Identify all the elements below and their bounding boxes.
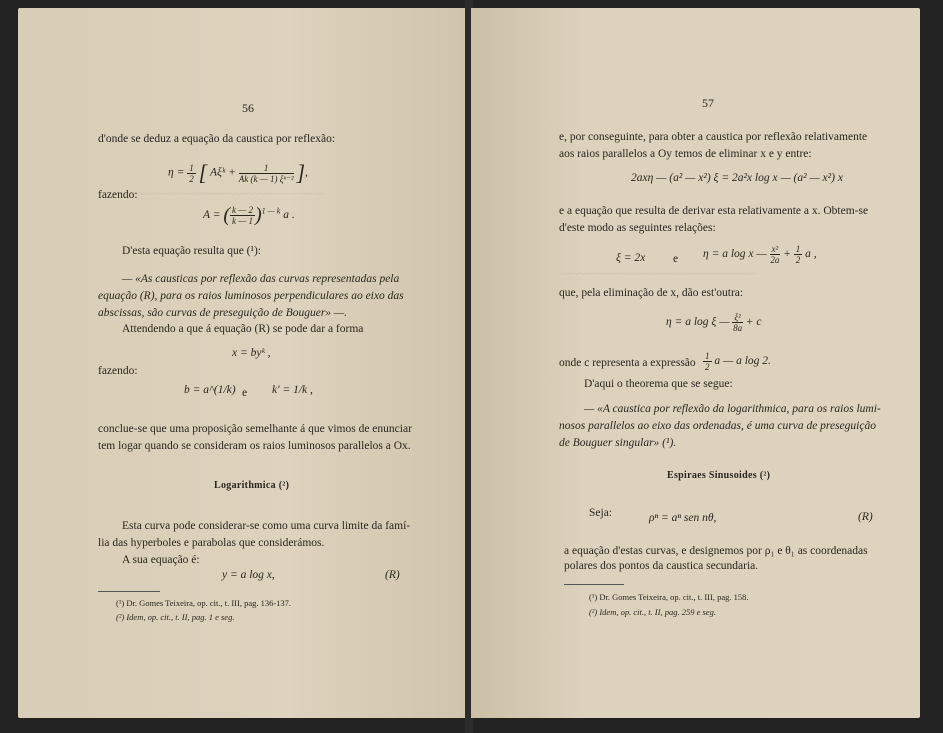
text-line: D'aqui o theorema que se segue:: [584, 378, 733, 390]
formula-log: y = a log x,: [222, 569, 275, 581]
formula-k: k' = 1/k ,: [272, 384, 313, 396]
section-heading: Espiraes Sinusoides (²): [667, 470, 771, 481]
text-line: Attendendo a que á equação (R) se pode dar a forma: [122, 323, 364, 335]
formula-rho: ρⁿ = aⁿ sen nθ,: [649, 512, 717, 524]
text-line: fazendo:: [98, 365, 138, 377]
text-line: conclue-se que uma proposição semelhante á que vimos de enunciar: [98, 423, 412, 435]
formula-eta3: η = a log ξ — $\frac{\text{ξ²}}{8a}$ + c: [666, 312, 762, 333]
text-line: polares dos pontos da caustica secundaria.: [564, 560, 759, 572]
text-line: D'esta equação resulta que (¹):: [122, 245, 261, 257]
conjunction: e: [242, 387, 248, 399]
formula-A: A = ( $\frac{k — 2}{k — 1}$ )$^{1 — k}$ a .: [203, 204, 295, 226]
formula-eta: η = $\frac{1}{2}$ [ Aξᵏ + $\frac{1}{\text{Ak (k — 1) ξᵏ⁻²}}$ ],: [168, 160, 308, 185]
formula-xi: ξ = 2x: [616, 252, 646, 264]
footnote-rule: [564, 584, 624, 585]
text-line: Esta curva pode considerar-se como uma curva limite da famí-: [122, 520, 411, 532]
page-number-right: 57: [702, 96, 714, 110]
formula-2a: 2axη — (a² — x²) ξ = 2a²x log x — (a² — x²) x: [631, 172, 843, 184]
text-line: A sua equação é:: [122, 554, 200, 566]
text-line: que, pela eliminação de x, dão est'outra:: [559, 287, 744, 299]
equation-label: (R): [858, 511, 873, 523]
formula-eta2: η = a log x — $\frac{\text{x²}}{2a}$ + $\frac{1}{2}$ a ,: [703, 244, 817, 265]
section-heading: Logarithmica (²): [214, 480, 290, 491]
quote-line: de Bouguer singular» (¹).: [559, 437, 677, 449]
conjunction: e: [673, 253, 679, 265]
quote-line: — «As causticas por reflexão das curvas representadas pela: [122, 273, 400, 285]
text-line: aos raios parallelos a Oy temos de eliminar x e y entre:: [559, 148, 812, 160]
right-page: [471, 8, 920, 718]
footnote: (¹) Dr. Gomes Teixeira, op. cit., t. III, pag. 136-137.: [116, 598, 292, 608]
equation-label: (R): [385, 569, 400, 581]
bleed-through: ~~~~~~~~~~~~~~~~~~~~~~~~~~~~~~~~~: [561, 268, 758, 280]
formula-b: b = a^(1/k): [184, 384, 236, 396]
text-line: tem logar quando se consideram os raios luminosos parallelos a Ox.: [98, 440, 411, 452]
formula-x: x = byᵏ ,: [232, 347, 271, 359]
formula-c: $\frac{1}{2}$ a — a log 2.: [705, 351, 771, 372]
text-line: fazendo:: [98, 189, 138, 201]
text-line: d'este modo as seguintes relações:: [559, 222, 716, 234]
text-line: onde c representa a expressão: [559, 357, 696, 369]
text-line: e a equação que resulta de derivar esta relativamente a x. Obtem-se: [559, 205, 869, 217]
quote-line: equação (R), para os raios luminosos perpendiculares ao eixo das: [98, 290, 404, 302]
footnote-rule: [98, 591, 160, 592]
text-line: lia das hyperboles e parabolas que considerámos.: [98, 537, 325, 549]
page-number-left: 56: [242, 101, 254, 115]
quote-line: abscissas, são curvas de preseguição de Bouguer» —.: [98, 307, 348, 319]
text-line: e, por conseguinte, para obter a caustica por reflexão relativamente: [559, 131, 868, 143]
quote-line: nosos parallelos ao eixo das ordenadas, é uma curva de preseguição: [559, 420, 876, 432]
quote-line: — «A caustica por reflexão da logarithmica, para os raios lumi-: [584, 403, 881, 415]
text-line: d'onde se deduz a equação da caustica por reflexão:: [98, 133, 336, 145]
footnote: (²) Idem, op. cit., t. II, pag. 1 e seg.: [116, 612, 235, 622]
footnote: (¹) Dr. Gomes Teixeira, op. cit., t. III, pag. 158.: [589, 592, 749, 602]
bleed-through: ~~~~~~~~~~~~~~~~~~~~~~~~~~~~~~~~~: [128, 188, 325, 200]
footnote: (²) Idem, op. cit., t. II, pag. 259 e seg.: [589, 607, 716, 617]
text-line: a equação d'estas curvas, e designemos por ρ₁ e θ₁ as coordenadas: [564, 545, 868, 557]
text-line: Seja:: [589, 507, 612, 519]
left-page: [18, 8, 468, 718]
